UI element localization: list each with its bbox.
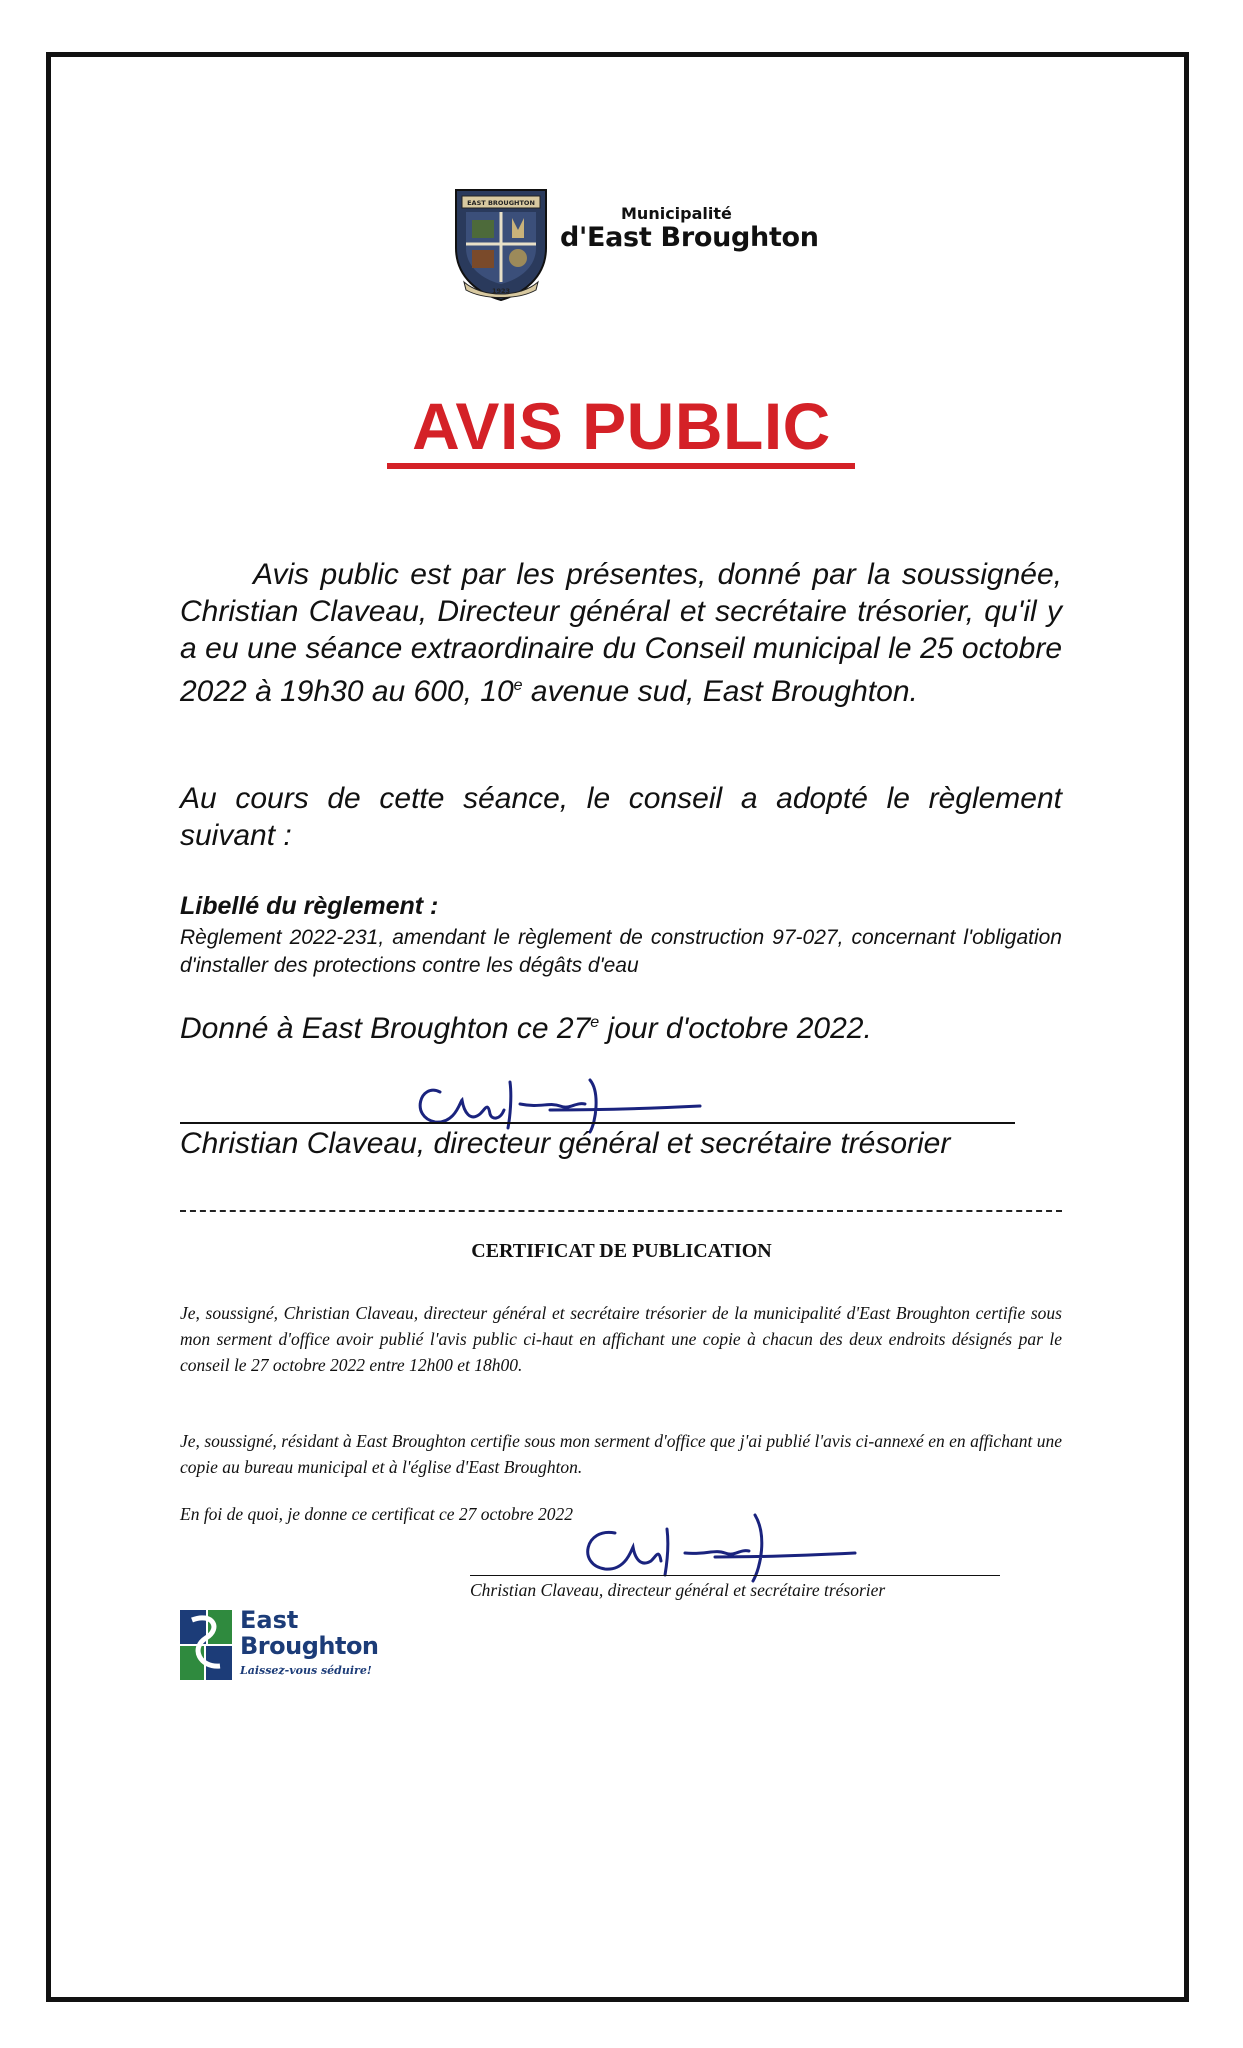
notice-paragraph-1-end: avenue sud, East Broughton. bbox=[522, 675, 918, 708]
title-underline bbox=[387, 463, 855, 469]
ordinal-suffix: e bbox=[590, 1014, 600, 1031]
logo-word-east: East bbox=[240, 1606, 299, 1634]
certificate-title: CERTIFICAT DE PUBLICATION bbox=[471, 1240, 772, 1262]
notice-paragraph-1 bbox=[180, 556, 1062, 710]
given-date-end: jour d'octobre 2022. bbox=[599, 1012, 872, 1045]
logo-word-broughton: Broughton bbox=[240, 1632, 379, 1660]
regulation-label: Libellé du règlement : bbox=[180, 892, 439, 920]
ordinal-suffix: e bbox=[513, 677, 523, 694]
certificate-paragraph-2: Je, soussigné, résidant à East Broughton certifie sous mon serment d'office que j'ai publié l'avis ci-annexé en en affichant une copie au bureau municipal et à l'église d'East Broughton. bbox=[180, 1431, 1062, 1477]
handwritten-signature bbox=[555, 1505, 865, 1585]
certificate-paragraph-1: Je, soussigné, Christian Claveau, directeur général et secrétaire trésorier de la municipalité d'East Broughton certifie sous mon serment d'office avoir publié l'avis public ci-haut en affichant une copie à chacun des deux endroits désignés par le conseil le 27 octobre 2022 entre 12h00 et 18h00. bbox=[180, 1303, 1062, 1375]
logo-mark-icon bbox=[178, 1608, 234, 1682]
given-date-line bbox=[180, 1012, 872, 1046]
logo-tagline: Laissez-vous séduire! bbox=[240, 1664, 372, 1677]
certificate-signer-name: Christian Claveau, directeur général et secrétaire trésorier bbox=[470, 1580, 886, 1600]
notice-paragraph-2: Au cours de cette séance, le conseil a adopté le règlement suivant : bbox=[180, 782, 1062, 852]
east-broughton-logo bbox=[178, 1608, 398, 1688]
municipality-name: d'East Broughton bbox=[560, 222, 819, 253]
notice-title: AVIS PUBLIC bbox=[412, 389, 831, 463]
municipality-label: Municipalité bbox=[621, 204, 732, 223]
notice-paragraph-1-text: Avis public est par les présentes, donné par la soussignée, Christian Claveau, Directeur général et secrétaire trésorier, qu'il y a eu une séance extraordinaire du Conseil municipal le 25 octobre 2022 à 19h30 au 600, 10 bbox=[180, 558, 1062, 708]
certificate-closing: En foi de quoi, je donne ce certificat ce 27 octobre 2022 bbox=[180, 1504, 573, 1524]
given-date-text: Donné à East Broughton ce 27 bbox=[180, 1012, 591, 1045]
crest-bottom-banner: 1923 bbox=[491, 287, 511, 295]
crest-top-banner: EAST BROUGHTON bbox=[467, 199, 535, 207]
certificate-signature-line bbox=[470, 1575, 1000, 1576]
regulation-text: Règlement 2022-231, amendant le règlement de construction 97-027, concernant l'obligation d'installer des protections contre les dégâts d'eau bbox=[180, 926, 1062, 977]
municipal-crest-logo bbox=[452, 186, 550, 302]
signature-line bbox=[180, 1122, 1015, 1124]
dashed-divider bbox=[180, 1210, 1062, 1212]
signer-name: Christian Claveau, directeur général et secrétaire trésorier bbox=[180, 1127, 951, 1160]
